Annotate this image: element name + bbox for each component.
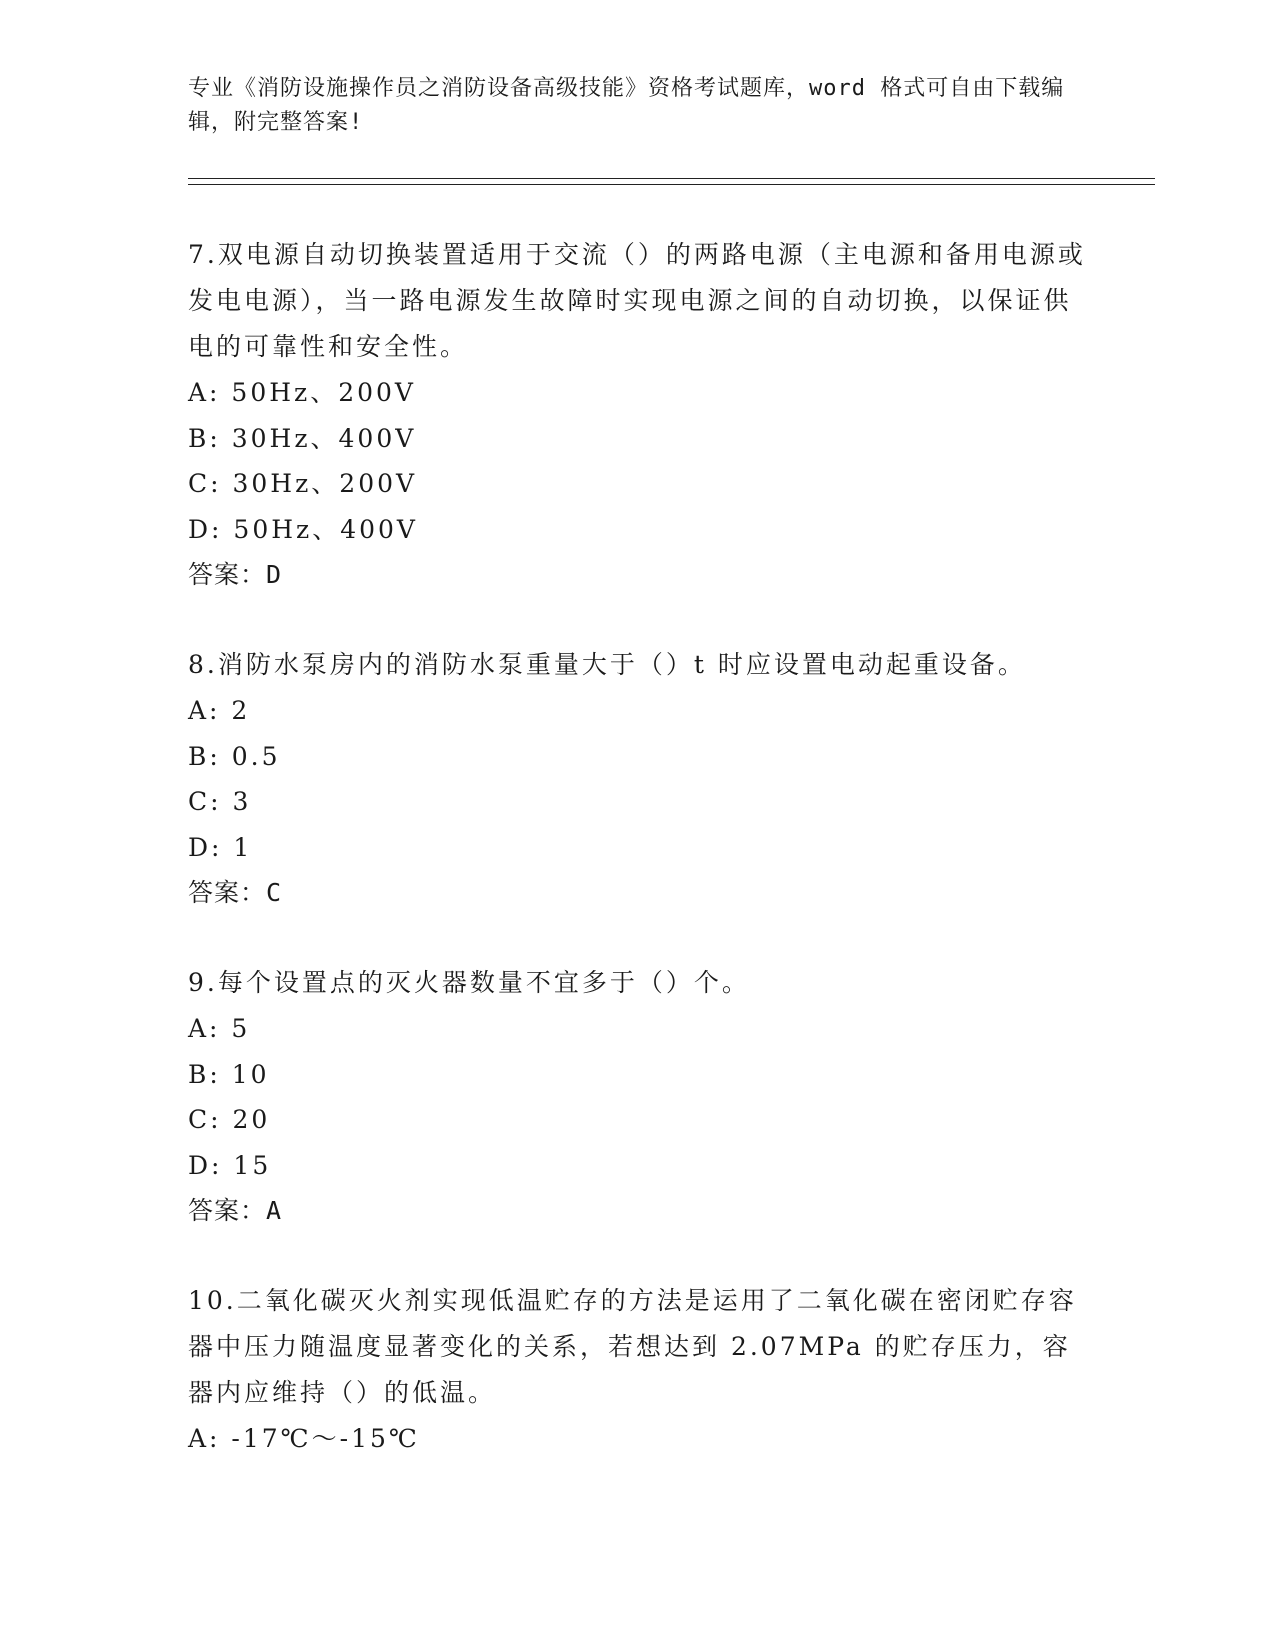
option-d: D: 1 bbox=[188, 832, 253, 862]
page-header: 专业《消防设施操作员之消防设备高级技能》资格考试题库，word 格式可自由下载编辑，附完整答案! bbox=[188, 76, 1065, 135]
answer-label: 答案：A bbox=[188, 1196, 283, 1225]
question-stem: 10.二氧化碳灭火剂实现低温贮存的方法是运用了二氧化碳在密闭贮存容器中压力随温度显著变化的关系，若想达到 2.07MPa 的贮存压力，容器内应维持（）的低温。 bbox=[188, 1286, 1077, 1407]
question-stem: 8.消防水泵房内的消防水泵重量大于（）t 时应设置电动起重设备。 bbox=[188, 650, 1026, 679]
question-list bbox=[188, 232, 1088, 1506]
question-stem: 9.每个设置点的灭火器数量不宜多于（）个。 bbox=[188, 968, 750, 997]
header-divider-top bbox=[188, 178, 1155, 179]
option-c: C: 30Hz、200V bbox=[188, 469, 418, 498]
option-a: A: 50Hz、200V bbox=[188, 378, 416, 407]
question-8 bbox=[188, 642, 1088, 916]
option-a: A: 2 bbox=[188, 696, 251, 725]
option-a: A: 5 bbox=[188, 1014, 251, 1043]
option-c: C: 20 bbox=[188, 1105, 271, 1134]
option-b: B: 10 bbox=[188, 1059, 270, 1089]
option-b: B: 30Hz、400V bbox=[188, 423, 417, 453]
option-d: D: 15 bbox=[188, 1150, 272, 1180]
question-9 bbox=[188, 960, 1088, 1234]
answer-label: 答案：C bbox=[188, 878, 283, 907]
question-10 bbox=[188, 1278, 1088, 1462]
option-a: A: -17℃～-15℃ bbox=[188, 1424, 420, 1453]
question-stem: 7.双电源自动切换装置适用于交流（）的两路电源（主电源和备用电源或发电电源），当一路电源发生故障时实现电源之间的自动切换，以保证供电的可靠性和安全性。 bbox=[188, 240, 1086, 361]
option-b: B: 0.5 bbox=[188, 741, 281, 771]
option-c: C: 3 bbox=[188, 787, 252, 816]
option-d: D: 50Hz、400V bbox=[188, 514, 418, 544]
header-divider-bottom bbox=[188, 184, 1155, 185]
question-7 bbox=[188, 232, 1088, 598]
answer-label: 答案：D bbox=[188, 560, 283, 589]
